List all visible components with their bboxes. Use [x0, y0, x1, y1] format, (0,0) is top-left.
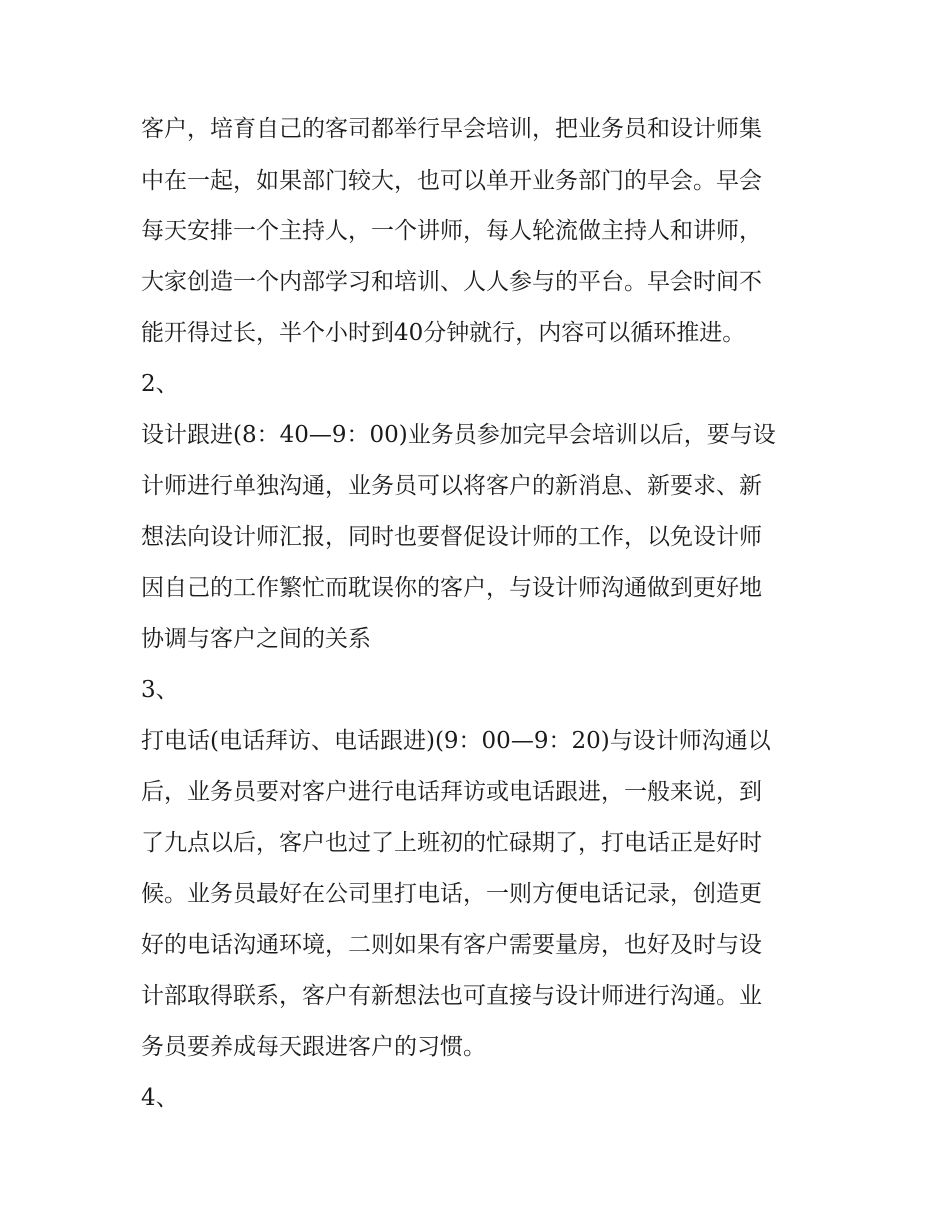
text-line: 好的电话沟通环境，二则如果有客户需要量房，也好及时与设: [141, 932, 762, 958]
text-line: 协调与客户之间的关系: [141, 626, 371, 652]
text-line: 能开得过长，半个小时到40分钟就行，内容可以循环推进。: [141, 320, 746, 346]
text-line: 打电话(电话拜访、电话跟进)(9：00—9：20)与设计师沟通以: [141, 728, 771, 754]
text-line: 设计跟进(8：40—9：00)业务员参加完早会培训以后，要与设: [141, 422, 776, 448]
text-line: 中在一起，如果部门较大，也可以单开业务部门的早会。早会: [141, 168, 762, 194]
text-line: 大家创造一个内部学习和培训、人人参与的平台。早会时间不: [141, 269, 762, 295]
text-line: 后，业务员要对客户进行电话拜访或电话跟进，一般来说，到: [141, 779, 762, 805]
section-number: 3、: [141, 677, 179, 703]
text-line: 计师进行单独沟通，业务员可以将客户的新消息、新要求、新: [141, 473, 762, 499]
text-line: 客户，培育自己的客司都举行早会培训，把业务员和设计师集: [141, 116, 762, 142]
section-number: 4、: [141, 1085, 179, 1111]
text-line: 务员要养成每天跟进客户的习惯。: [141, 1034, 486, 1060]
text-line: 因自己的工作繁忙而耽误你的客户，与设计师沟通做到更好地: [141, 575, 762, 601]
text-line: 了九点以后，客户也过了上班初的忙碌期了，打电话正是好时: [141, 830, 762, 856]
section-number: 2、: [141, 371, 179, 397]
text-line: 想法向设计师汇报，同时也要督促设计师的工作，以免设计师: [141, 524, 762, 550]
text-line: 计部取得联系，客户有新想法也可直接与设计师进行沟通。业: [141, 983, 762, 1009]
text-line: 候。业务员最好在公司里打电话，一则方便电话记录，创造更: [141, 881, 762, 907]
text-line: 每天安排一个主持人，一个讲师，每人轮流做主持人和讲师，: [141, 218, 762, 244]
